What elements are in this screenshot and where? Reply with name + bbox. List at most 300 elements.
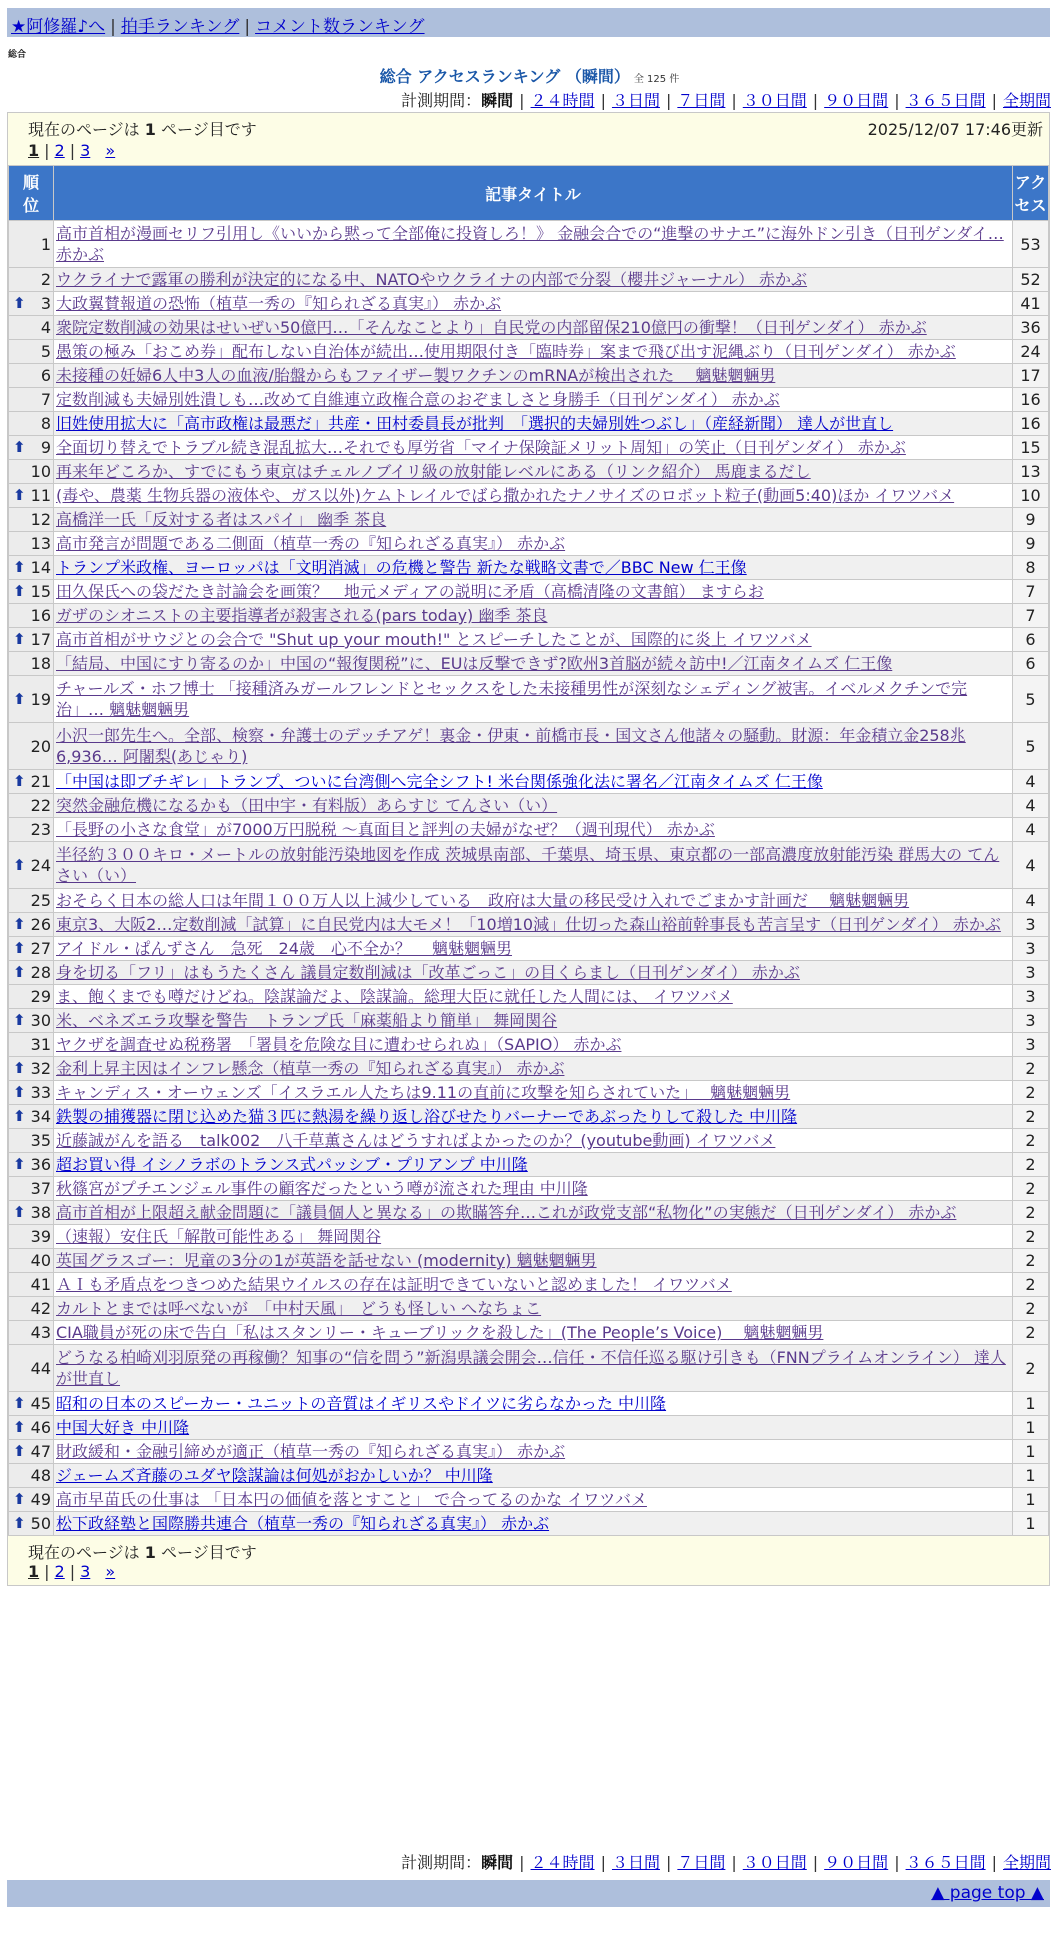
access-count: 6 — [1013, 652, 1049, 676]
article-link[interactable]: 松下政経塾と国際勝共連合（植草一秀の『知られざる真実』） 赤かぶ — [56, 1514, 550, 1533]
article-link[interactable]: ガザのシオニストの主要指導者が殺害される(pars today) 幽季 茶良 — [56, 606, 548, 625]
period-option-5[interactable]: ９０日間 — [824, 1853, 889, 1872]
rank-up-icon: ⬆ — [13, 689, 26, 708]
ranking-row — [9, 1488, 1049, 1512]
article-link[interactable]: 「中国は即ブチギレ」トランプ、ついに台湾側へ完全シフト! 米台関係強化法に署名／江南タイムズ 仁王像 — [56, 772, 823, 791]
access-count: 16 — [1013, 388, 1049, 412]
rank-cell — [9, 1416, 54, 1440]
period-current: 瞬間 — [481, 1853, 514, 1872]
ranking-row — [9, 316, 1049, 340]
rank-cell — [9, 1225, 54, 1249]
ranking-row — [9, 532, 1049, 556]
rank-cell — [9, 1033, 54, 1057]
ranking-row — [9, 1464, 1049, 1488]
title-cell — [54, 770, 1013, 794]
ranking-row — [9, 460, 1049, 484]
title-cell — [54, 1009, 1013, 1033]
rank-number: 40 — [30, 1251, 51, 1270]
access-count: 7 — [1013, 580, 1049, 604]
rank-cell — [9, 412, 54, 436]
title-cell — [54, 1249, 1013, 1273]
rank-cell — [9, 1129, 54, 1153]
access-count: 4 — [1013, 794, 1049, 818]
rank-cell — [9, 316, 54, 340]
article-link[interactable]: アイドル・ぱんずさん 急死 24歳 心不全か？ 魑魅魍魎男 — [56, 939, 513, 958]
article-link[interactable]: 近藤誠がんを語る talk002 八千草薫さんはどうすればよかったのか？(youtube動画) イワツバメ — [56, 1131, 776, 1150]
rank-number: 38 — [30, 1203, 51, 1222]
ranking-row — [9, 508, 1049, 532]
ranking-row — [9, 604, 1049, 628]
ranking-row — [9, 364, 1049, 388]
article-link[interactable]: 鉄製の捕獲器に閉じ込めた猫３匹に熱湯を繰り返し浴びせたりバーナーであぶったりして殺した 中川隆 — [56, 1107, 798, 1126]
ranking-row — [9, 412, 1049, 436]
separator: | — [665, 91, 672, 110]
rank-cell — [9, 1345, 54, 1392]
article-link[interactable]: 秋篠宮がプチエンジェル事件の顧客だったという噂が流された理由 中川隆 — [56, 1179, 588, 1198]
title-cell — [54, 1105, 1013, 1129]
article-link[interactable]: どうなる柏崎刈羽原発の再稼働？知事の“信を問う”新潟県議会開会…信任・不信任巡る駆け引きも（FNNプライムオンライン） 達人が世直し — [56, 1348, 1006, 1388]
rank-number: 41 — [30, 1275, 51, 1294]
ranking-row — [9, 340, 1049, 364]
article-link[interactable]: 英国グラスゴー：児童の3分の1が英語を話せない (modernity) 魑魅魍魎男 — [56, 1251, 597, 1270]
title-cell — [54, 937, 1013, 961]
rank-up-icon: ⬆ — [13, 963, 26, 981]
title-cell — [54, 340, 1013, 364]
access-count: 2 — [1013, 1105, 1049, 1129]
article-link[interactable]: 米、ベネズエラ攻撃を警告 トランプ氏「麻薬船より簡単」 舞岡関谷 — [56, 1011, 558, 1030]
rank-up-icon: ⬆ — [13, 855, 26, 874]
period-option-4[interactable]: ３０日間 — [742, 91, 807, 110]
title-cell — [54, 388, 1013, 412]
rank-cell — [9, 1009, 54, 1033]
access-count: 3 — [1013, 1009, 1049, 1033]
title-cell — [54, 1081, 1013, 1105]
pager-page-2[interactable]: 2 — [54, 1562, 65, 1581]
rank-cell — [9, 652, 54, 676]
separator: | — [519, 91, 525, 110]
rank-up-icon: ⬆ — [13, 294, 26, 312]
pager-top: 1 | 2 | 3 » — [28, 141, 116, 160]
access-count: 2 — [1013, 1345, 1049, 1392]
access-count: 2 — [1013, 1297, 1049, 1321]
ranking-row — [9, 913, 1049, 937]
pager-next[interactable]: » — [105, 1562, 116, 1581]
rank-cell — [9, 1105, 54, 1129]
article-link[interactable]: 定数削減も夫婦別姓潰しも…改めて自維連立政権合意のおぞましさと身勝手（日刊ゲンダイ） 赤かぶ — [56, 390, 780, 409]
article-link[interactable]: 高橋洋一氏「反対する者はスパイ」 幽季 茶良 — [56, 510, 387, 529]
access-count: 3 — [1013, 961, 1049, 985]
ranking-row — [9, 1273, 1049, 1297]
home-link[interactable]: ★阿修羅♪へ — [11, 17, 106, 37]
article-link[interactable]: 高市首相がサウジとの会合で "Shut up your mouth!" とスピーチしたことが、国際的に炎上 イワツバメ — [56, 630, 812, 649]
rank-cell — [9, 1512, 54, 1536]
article-link[interactable]: 高市首相が上限超え献金問題に「議員個人と異なる」の欺瞞答弁…これが政党支部“私物化”の実態だ（日刊ゲンダイ） 赤かぶ — [56, 1203, 957, 1222]
rank-up-icon: ⬆ — [13, 582, 26, 600]
category-label: 総合 — [8, 50, 27, 60]
rank-cell — [9, 388, 54, 412]
rank-number: 1 — [40, 234, 51, 254]
access-count: 3 — [1013, 1033, 1049, 1057]
title-cell — [54, 628, 1013, 652]
rank-cell — [9, 961, 54, 985]
rank-number: 19 — [30, 689, 51, 709]
ranking-row — [9, 1345, 1049, 1392]
access-count: 53 — [1013, 221, 1049, 268]
title-cell — [54, 484, 1013, 508]
title-cell — [54, 436, 1013, 460]
access-count: 5 — [1013, 676, 1049, 723]
rank-cell — [9, 1057, 54, 1081]
article-link[interactable]: 東京3、大阪2…定数削減「試算」に自民党内は大モメ！「10増10減」仕切った森山裕前幹事長も苦言呈す（日刊ゲンダイ） 赤かぶ — [56, 915, 1001, 934]
separator: | — [244, 17, 251, 37]
access-count: 2 — [1013, 1081, 1049, 1105]
separator: | — [110, 17, 116, 37]
period-label: 計測期間： — [401, 91, 482, 110]
ranking-row — [9, 676, 1049, 723]
access-count: 17 — [1013, 364, 1049, 388]
rank-number: 6 — [40, 366, 51, 385]
current-page-text: 現在のページは 1 ページ目です — [28, 120, 257, 139]
rank-cell — [9, 985, 54, 1009]
article-link[interactable]: 田久保氏への袋だたき討論会を画策？ 地元メディアの説明に矛盾（高橋清隆の文書館） ますらお — [56, 582, 764, 601]
period-option-4[interactable]: ３０日間 — [742, 1853, 807, 1872]
rank-number: 44 — [30, 1358, 51, 1378]
access-count: 2 — [1013, 1273, 1049, 1297]
rank-number: 15 — [30, 582, 51, 601]
article-link[interactable]: ジェームズ斉藤のユダヤ陰謀論は何処がおかしいか？ 中川隆 — [56, 1466, 493, 1485]
access-count: 13 — [1013, 460, 1049, 484]
rank-cell — [9, 364, 54, 388]
title-cell — [54, 364, 1013, 388]
rank-number: 10 — [30, 462, 51, 481]
ranking-row — [9, 1416, 1049, 1440]
title-cell — [54, 412, 1013, 436]
rank-up-icon: ⬆ — [13, 1490, 26, 1508]
rank-cell — [9, 1249, 54, 1273]
period-option-6[interactable]: ３６５日間 — [905, 91, 986, 110]
rank-cell — [9, 221, 54, 268]
period-option-7[interactable]: 全期間 — [1002, 91, 1051, 110]
rank-number: 32 — [30, 1059, 51, 1078]
rank-cell — [9, 436, 54, 460]
article-link[interactable]: 未接種の妊婦6人中3人の血液/胎盤からもファイザー製ワクチンのmRNAが検出された 魑魅魍魎男 — [56, 366, 776, 385]
access-count: 3 — [1013, 985, 1049, 1009]
clap-ranking-link[interactable]: 拍手ランキング — [120, 17, 240, 37]
ranking-row — [9, 1081, 1049, 1105]
rank-cell — [9, 723, 54, 770]
rank-number: 14 — [30, 558, 51, 577]
rank-number: 5 — [40, 342, 51, 361]
rank-up-icon: ⬆ — [13, 772, 26, 790]
rank-number: 23 — [30, 820, 51, 839]
period-option-3[interactable]: ７日間 — [677, 91, 726, 110]
rank-up-icon: ⬆ — [13, 939, 26, 957]
period-option-1[interactable]: ２４時間 — [530, 91, 595, 110]
title-cell — [54, 1392, 1013, 1416]
ranking-row — [9, 770, 1049, 794]
ranking-row — [9, 1009, 1049, 1033]
access-count: 4 — [1013, 889, 1049, 913]
title-cell — [54, 1033, 1013, 1057]
rank-up-icon: ⬆ — [13, 1514, 26, 1532]
title-cell — [54, 985, 1013, 1009]
ranking-row — [9, 436, 1049, 460]
article-link[interactable]: 大政翼賛報道の恐怖（植草一秀の『知られざる真実』） 赤かぶ — [56, 294, 502, 313]
title-cell — [54, 292, 1013, 316]
article-link[interactable]: 高市首相が漫画セリフ引用し《いいから黙って全部俺に投資しろ！》 金融会合での“進撃のサナエ”に海外ドン引き（日刊ゲンダイ… 赤かぶ — [56, 224, 1004, 264]
access-count: 2 — [1013, 1177, 1049, 1201]
article-link[interactable]: 財政緩和・金融引締めが適正（植草一秀の『知られざる真実』） 赤かぶ — [56, 1442, 566, 1461]
rank-number: 17 — [30, 630, 51, 649]
rank-number: 16 — [30, 606, 51, 625]
article-link[interactable]: 突然金融危機になるかも（田中宇・有料版）あらすじ てんさい（い） — [56, 796, 558, 815]
rank-number: 11 — [30, 486, 51, 505]
rank-cell — [9, 460, 54, 484]
separator: | — [812, 91, 819, 110]
rank-cell — [9, 1177, 54, 1201]
ranking-row — [9, 1225, 1049, 1249]
article-link[interactable]: ウクライナで露軍の勝利が決定的になる中、NATOやウクライナの内部で分裂（櫻井ジャーナル） 赤かぶ — [56, 270, 808, 289]
rank-up-icon: ⬆ — [13, 1155, 26, 1173]
title-cell — [54, 889, 1013, 913]
title-cell — [54, 580, 1013, 604]
rank-number: 22 — [30, 796, 51, 815]
article-link[interactable]: 愚策の極み「おこめ券」配布しない自治体が続出…使用期限付き「臨時券」案まで飛び出す泥縄ぶり（日刊ゲンダイ） 赤かぶ — [56, 342, 956, 361]
access-count: 2 — [1013, 1201, 1049, 1225]
rank-cell — [9, 889, 54, 913]
rank-cell — [9, 628, 54, 652]
rank-cell — [9, 913, 54, 937]
pager-next[interactable]: » — [105, 141, 116, 160]
ranking-row — [9, 268, 1049, 292]
rank-cell — [9, 937, 54, 961]
ranking-row — [9, 628, 1049, 652]
bottom-bar — [7, 1880, 1050, 1907]
rank-number: 3 — [40, 294, 51, 313]
article-link[interactable]: 昭和の日本のスピーカー・ユニットの音質はイギリスやドイツに劣らなかった 中川隆 — [56, 1394, 667, 1413]
access-count: 2 — [1013, 1153, 1049, 1177]
pager-page-3[interactable]: 3 — [80, 1562, 91, 1581]
article-link[interactable]: ま、飽くまでも噂だけどね。陰謀論だよ、陰謀論。総理大臣に就任した人間には、 イワツバメ — [56, 987, 733, 1006]
article-link[interactable]: 全面切り替えでトラブル続き混乱拡大…それでも厚労省「マイナ保険証メリット周知」の笑止（日刊ゲンダイ） 赤かぶ — [56, 438, 906, 457]
period-option-6[interactable]: ３６５日間 — [905, 1853, 986, 1872]
rank-cell — [9, 580, 54, 604]
ranking-table — [8, 165, 1049, 1536]
rank-header: 順 位 — [9, 166, 54, 221]
article-link[interactable]: 身を切る「フリ」はもうたくさん 議員定数削減は「改革ごっこ」の目くらまし（日刊ゲンダイ） 赤かぶ — [56, 963, 800, 982]
rank-number: 49 — [30, 1490, 51, 1509]
rank-number: 9 — [40, 438, 51, 457]
ranking-row — [9, 794, 1049, 818]
ranking-row — [9, 1033, 1049, 1057]
article-link[interactable]: 高市早苗氏の仕事は 「日本円の価値を落とすこと」 で合ってるのかな イワツバメ — [56, 1490, 647, 1509]
article-link[interactable]: 金利上昇主因はインフレ懸念（植草一秀の『知られざる真実』） 赤かぶ — [56, 1059, 565, 1078]
title-cell — [54, 818, 1013, 842]
rank-cell — [9, 794, 54, 818]
access-count: 15 — [1013, 436, 1049, 460]
separator: | — [991, 1853, 997, 1872]
access-header: アク セス — [1013, 166, 1049, 221]
pager-page-3[interactable]: 3 — [80, 141, 91, 160]
ranking-row — [9, 1392, 1049, 1416]
rank-number: 36 — [30, 1155, 51, 1174]
rank-number: 30 — [30, 1011, 51, 1030]
access-count: 2 — [1013, 1057, 1049, 1081]
rank-number: 46 — [30, 1418, 51, 1437]
title-cell — [54, 1512, 1013, 1536]
ranking-row — [9, 221, 1049, 268]
article-link[interactable]: おそらく日本の総人口は年間１００万人以上減少している 政府は大量の移民受け入れでごまかす計画だ 魑魅魍魎男 — [56, 891, 910, 910]
rank-up-icon: ⬆ — [13, 915, 26, 933]
rank-cell — [9, 818, 54, 842]
ranking-row — [9, 484, 1049, 508]
article-link[interactable]: 旧姓使用拡大に「高市政権は最悪だ」共産・田村委員長が批判 「選択的夫婦別姓つぶし」（産経新聞） 達人が世直し — [56, 414, 894, 433]
top-nav-bar — [7, 8, 1050, 37]
article-link[interactable]: ＡＩも矛盾点をつきつめた結果ウイルスの存在は証明できていないと認めました！ イワツバメ — [56, 1275, 732, 1294]
title-cell — [54, 1201, 1013, 1225]
rank-number: 35 — [30, 1131, 51, 1150]
title-cell — [54, 723, 1013, 770]
page-info-bottom — [8, 1536, 1049, 1585]
article-link[interactable]: トランプ米政権、ヨーロッパは「文明消滅」の危機と警告 新たな戦略文書で／BBC New 仁王像 — [56, 558, 747, 577]
separator: | — [519, 1853, 525, 1872]
access-count: 2 — [1013, 1249, 1049, 1273]
access-count: 8 — [1013, 556, 1049, 580]
access-count: 52 — [1013, 268, 1049, 292]
rank-cell — [9, 676, 54, 723]
title-cell — [54, 1488, 1013, 1512]
article-link[interactable]: 再来年どころか、すでにもう東京はチェルノブイリ級の放射能レベルにある（リンク紹介） 馬鹿まるだし — [56, 462, 811, 481]
ranking-row — [9, 723, 1049, 770]
ranking-row — [9, 1201, 1049, 1225]
access-count: 10 — [1013, 484, 1049, 508]
access-count: 16 — [1013, 412, 1049, 436]
ranking-row — [9, 1249, 1049, 1273]
access-count: 2 — [1013, 1129, 1049, 1153]
title-header: 記事タイトル — [54, 166, 1013, 221]
title-cell — [54, 316, 1013, 340]
pager-current: 1 — [28, 141, 40, 160]
rank-number: 7 — [40, 390, 51, 409]
access-count: 7 — [1013, 604, 1049, 628]
rank-number: 47 — [30, 1442, 51, 1461]
title-cell — [54, 268, 1013, 292]
ranking-row — [9, 580, 1049, 604]
title-cell — [54, 1464, 1013, 1488]
ranking-row — [9, 842, 1049, 889]
ranking-row — [9, 1129, 1049, 1153]
article-link[interactable]: 「結局、中国にすり寄るのか」中国の“報復関税”に、EUは反撃できず?欧州3首脳が続々訪中!／江南タイムズ 仁王像 — [56, 654, 893, 673]
rank-cell — [9, 770, 54, 794]
period-option-2[interactable]: ３日間 — [611, 1853, 660, 1872]
access-count: 3 — [1013, 937, 1049, 961]
article-link[interactable]: カルトとまでは呼べないが 「中村天風」 どうも怪しい へなちょこ — [56, 1299, 542, 1318]
title-cell — [54, 842, 1013, 889]
ranking-container — [7, 112, 1050, 1586]
period-option-3[interactable]: ７日間 — [677, 1853, 726, 1872]
access-count: 1 — [1013, 1416, 1049, 1440]
access-count: 9 — [1013, 508, 1049, 532]
title-cell — [54, 1345, 1013, 1392]
separator: | — [600, 91, 606, 110]
period-option-7[interactable]: 全期間 — [1002, 1853, 1051, 1872]
rank-up-icon: ⬆ — [13, 1394, 26, 1412]
article-link[interactable]: ヤクザを調査せぬ税務署 「署員を危険な目に遭わせられぬ」（SAPIO） 赤かぶ — [56, 1035, 622, 1054]
period-option-2[interactable]: ３日間 — [611, 91, 660, 110]
ranking-row — [9, 1105, 1049, 1129]
rank-number: 18 — [30, 654, 51, 673]
article-link[interactable]: 中国大好き 中川隆 — [56, 1418, 190, 1437]
article-link[interactable]: 「長野の小さな食堂」が7000万円脱税 ～真面目と評判の夫婦がなぜ？（週刊現代） 赤かぶ — [56, 820, 715, 839]
article-link[interactable]: 衆院定数削減の効果はせいぜい50億円…「そんなことより」自民党の内部留保210億円の衝撃！（日刊ゲンダイ） 赤かぶ — [56, 318, 927, 337]
article-link[interactable]: (毒や、農薬 生物兵器の液体や、ガス以外)ケムトレイルでばら撒かれたナノサイズのロボット粒子(動画5:40)ほか イワツバメ — [56, 486, 955, 505]
period-option-1[interactable]: ２４時間 — [530, 1853, 595, 1872]
title-cell — [54, 1225, 1013, 1249]
rank-number: 21 — [30, 772, 51, 791]
ranking-row — [9, 961, 1049, 985]
ranking-row — [9, 1440, 1049, 1464]
article-link[interactable]: チャールズ・ホフ博士 「接種済みガールフレンドとセックスをした未接種男性が深刻なシェディング被害。イベルメクチンで完治」… 魑魅魍魎男 — [56, 679, 968, 719]
separator: | — [812, 1853, 819, 1872]
rank-number: 25 — [30, 891, 51, 910]
period-current: 瞬間 — [481, 91, 514, 110]
access-count: 1 — [1013, 1440, 1049, 1464]
article-link[interactable]: 小沢一郎先生へ。全部、検察・弁護士のデッチアゲ！裏金・伊東・前橋市長・国文さん他諸々の騒動。財源：年金積立金258兆6,936… 阿闍梨(あじゃり) — [56, 726, 966, 766]
rank-cell — [9, 1392, 54, 1416]
period-option-5[interactable]: ９０日間 — [824, 91, 889, 110]
ranking-row — [9, 818, 1049, 842]
article-link[interactable]: （速報）安住氏「解散可能性ある」 舞岡関谷 — [56, 1227, 382, 1246]
period-selector-bottom — [401, 1850, 1051, 1873]
rank-cell — [9, 1440, 54, 1464]
ranking-row — [9, 1177, 1049, 1201]
access-count: 6 — [1013, 628, 1049, 652]
rank-cell — [9, 1201, 54, 1225]
article-link[interactable]: キャンディス・オーウェンズ「イスラエル人たちは9.11の直前に攻撃を知らされていた」 魑魅魍魎男 — [56, 1083, 791, 1102]
ranking-row — [9, 1321, 1049, 1345]
ranking-row — [9, 985, 1049, 1009]
article-link[interactable]: CIA職員が死の床で告白「私はスタンリー・キューブリックを殺した」(The People’s Voice) 魑魅魍魎男 — [56, 1323, 824, 1342]
article-link[interactable]: 半径約３００キロ・メートルの放射能汚染地図を作成 茨城県南部、千葉県、埼玉県、東京都の一部高濃度放射能汚染 群馬大の てんさい（い） — [56, 845, 1000, 885]
rank-number: 31 — [30, 1035, 51, 1054]
rank-cell — [9, 508, 54, 532]
article-link[interactable]: 高市発言が問題である二側面（植草一秀の『知られざる真実』） 赤かぶ — [56, 534, 566, 553]
rank-cell — [9, 556, 54, 580]
title-cell — [54, 676, 1013, 723]
title-cell — [54, 508, 1013, 532]
separator: | — [731, 1853, 737, 1872]
rank-number: 8 — [40, 414, 51, 433]
rank-cell — [9, 1081, 54, 1105]
page-top-link[interactable]: ▲ page top ▲ — [931, 1883, 1044, 1903]
rank-up-icon: ⬆ — [13, 630, 26, 648]
access-count: 2 — [1013, 1321, 1049, 1345]
rank-number: 34 — [30, 1107, 51, 1126]
rank-cell — [9, 484, 54, 508]
rank-number: 26 — [30, 915, 51, 934]
pager-page-2[interactable]: 2 — [54, 141, 65, 160]
rank-cell — [9, 268, 54, 292]
comment-ranking-link[interactable]: コメント数ランキング — [255, 17, 425, 37]
updated-time: 2025/12/07 17:46更新 — [867, 120, 1043, 139]
article-link[interactable]: 超お買い得 イシノラボのトランス式パッシブ・プリアンプ 中川隆 — [56, 1155, 528, 1174]
rank-number: 13 — [30, 534, 51, 553]
rank-number: 27 — [30, 939, 51, 958]
ranking-row — [9, 556, 1049, 580]
access-count: 1 — [1013, 1464, 1049, 1488]
rank-number: 12 — [30, 510, 51, 529]
current-page-text: 現在のページは 1 ページ目です — [28, 1543, 257, 1562]
